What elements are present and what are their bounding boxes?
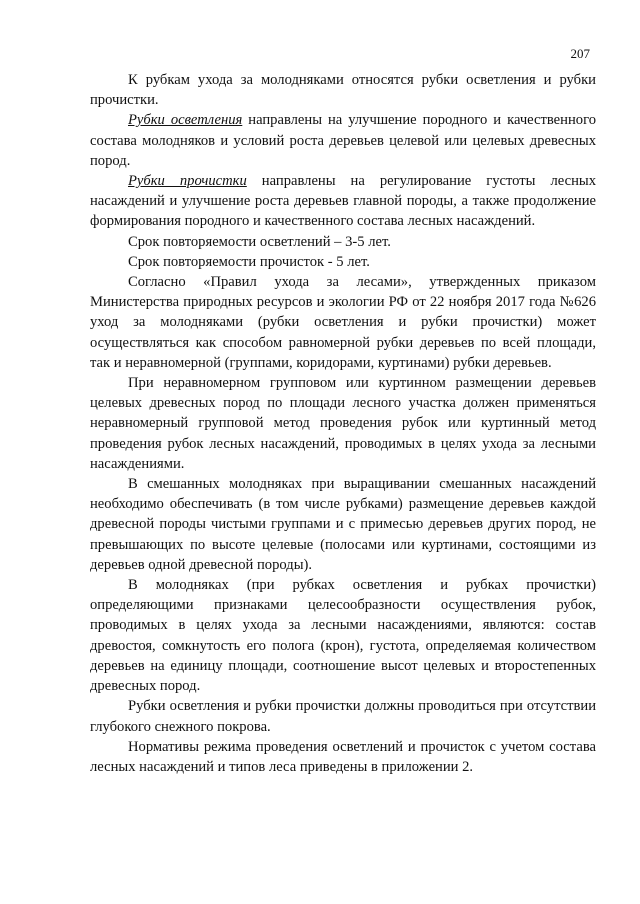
- document-body: [90, 70, 596, 777]
- paragraph-thinning-cuttings: [90, 171, 596, 232]
- paragraph-clearing-cuttings-text: направлены на улучшение породного и качественного состава молодняков и условий роста деревьев целевой или целевых древесных пород.: [90, 112, 596, 169]
- paragraph-intro: К рубкам ухода за молодняками относятся рубки осветления и рубки прочистки.: [90, 72, 596, 109]
- paragraph-rules-reference: Согласно «Правил ухода за лесами», утвержденных приказом Министерства природных ресурсов и экологии РФ от 22 ноября 2017 года №626 уход за молодняками (рубки осветления и рубки прочистки) может осуществляться как способом равномерной рубки деревьев по всей площади, так и неравномерной (группами, коридорами, куртинами) рубки деревьев.: [90, 274, 596, 371]
- term-clearing-cuttings: Рубки осветления: [128, 112, 243, 129]
- paragraph-snow-cover: Рубки осветления и рубки прочистки должны проводиться при отсутствии глубокого снежного покрова.: [90, 698, 596, 735]
- paragraph-clearing-repeat-period: Срок повторяемости осветлений – 3-5 лет.: [128, 233, 391, 250]
- paragraph-appendix-reference: Нормативы режима проведения осветлений и прочисток с учетом состава лесных насаждений и типов леса приведены в приложении 2.: [90, 738, 596, 775]
- paragraph-mixed-young-stands: В смешанных молодняках при выращивании смешанных насаждений необходимо обеспечивать (в том числе рубками) размещение деревьев каждой древесной породы чистыми группами и с примесью деревьев других пород, не превышающих по высоте целевые (полосами или куртинами, состоящими из деревьев одной древесной породы).: [90, 476, 596, 573]
- paragraph-clearing-cuttings: [90, 110, 596, 171]
- paragraph-uneven-placement: При неравномерном групповом или куртинном размещении деревьев целевых древесных пород по площади лесного участка должен применяться неравномерный групповой метод проведения рубок или куртинный метод проведения рубок лесных насаждений, проводимых в целях ухода за лесными насаждениями.: [90, 375, 596, 472]
- paragraph-thinning-cuttings-text: направлены на регулирование густоты лесных насаждений и улучшение роста деревьев главной породы, а также продолжение формирования породного и качественного состава лесных насаждений.: [90, 173, 596, 230]
- term-thinning-cuttings: Рубки прочистки: [128, 173, 247, 190]
- paragraph-thinning-repeat-period: Срок повторяемости прочисток - 5 лет.: [128, 253, 370, 270]
- paragraph-feasibility-criteria: В молодняках (при рубках осветления и рубках прочистки) определяющими признаками целесообразности осуществления рубок, проводимых в целях ухода за лесными насаждениями, являются: состав древостоя, сомкнутость его полога (крон), густота, определяемая количеством деревьев на единицу площади, соотношение высот целевых и второстепенных древесных пород.: [90, 577, 596, 695]
- page-number: 207: [570, 46, 590, 61]
